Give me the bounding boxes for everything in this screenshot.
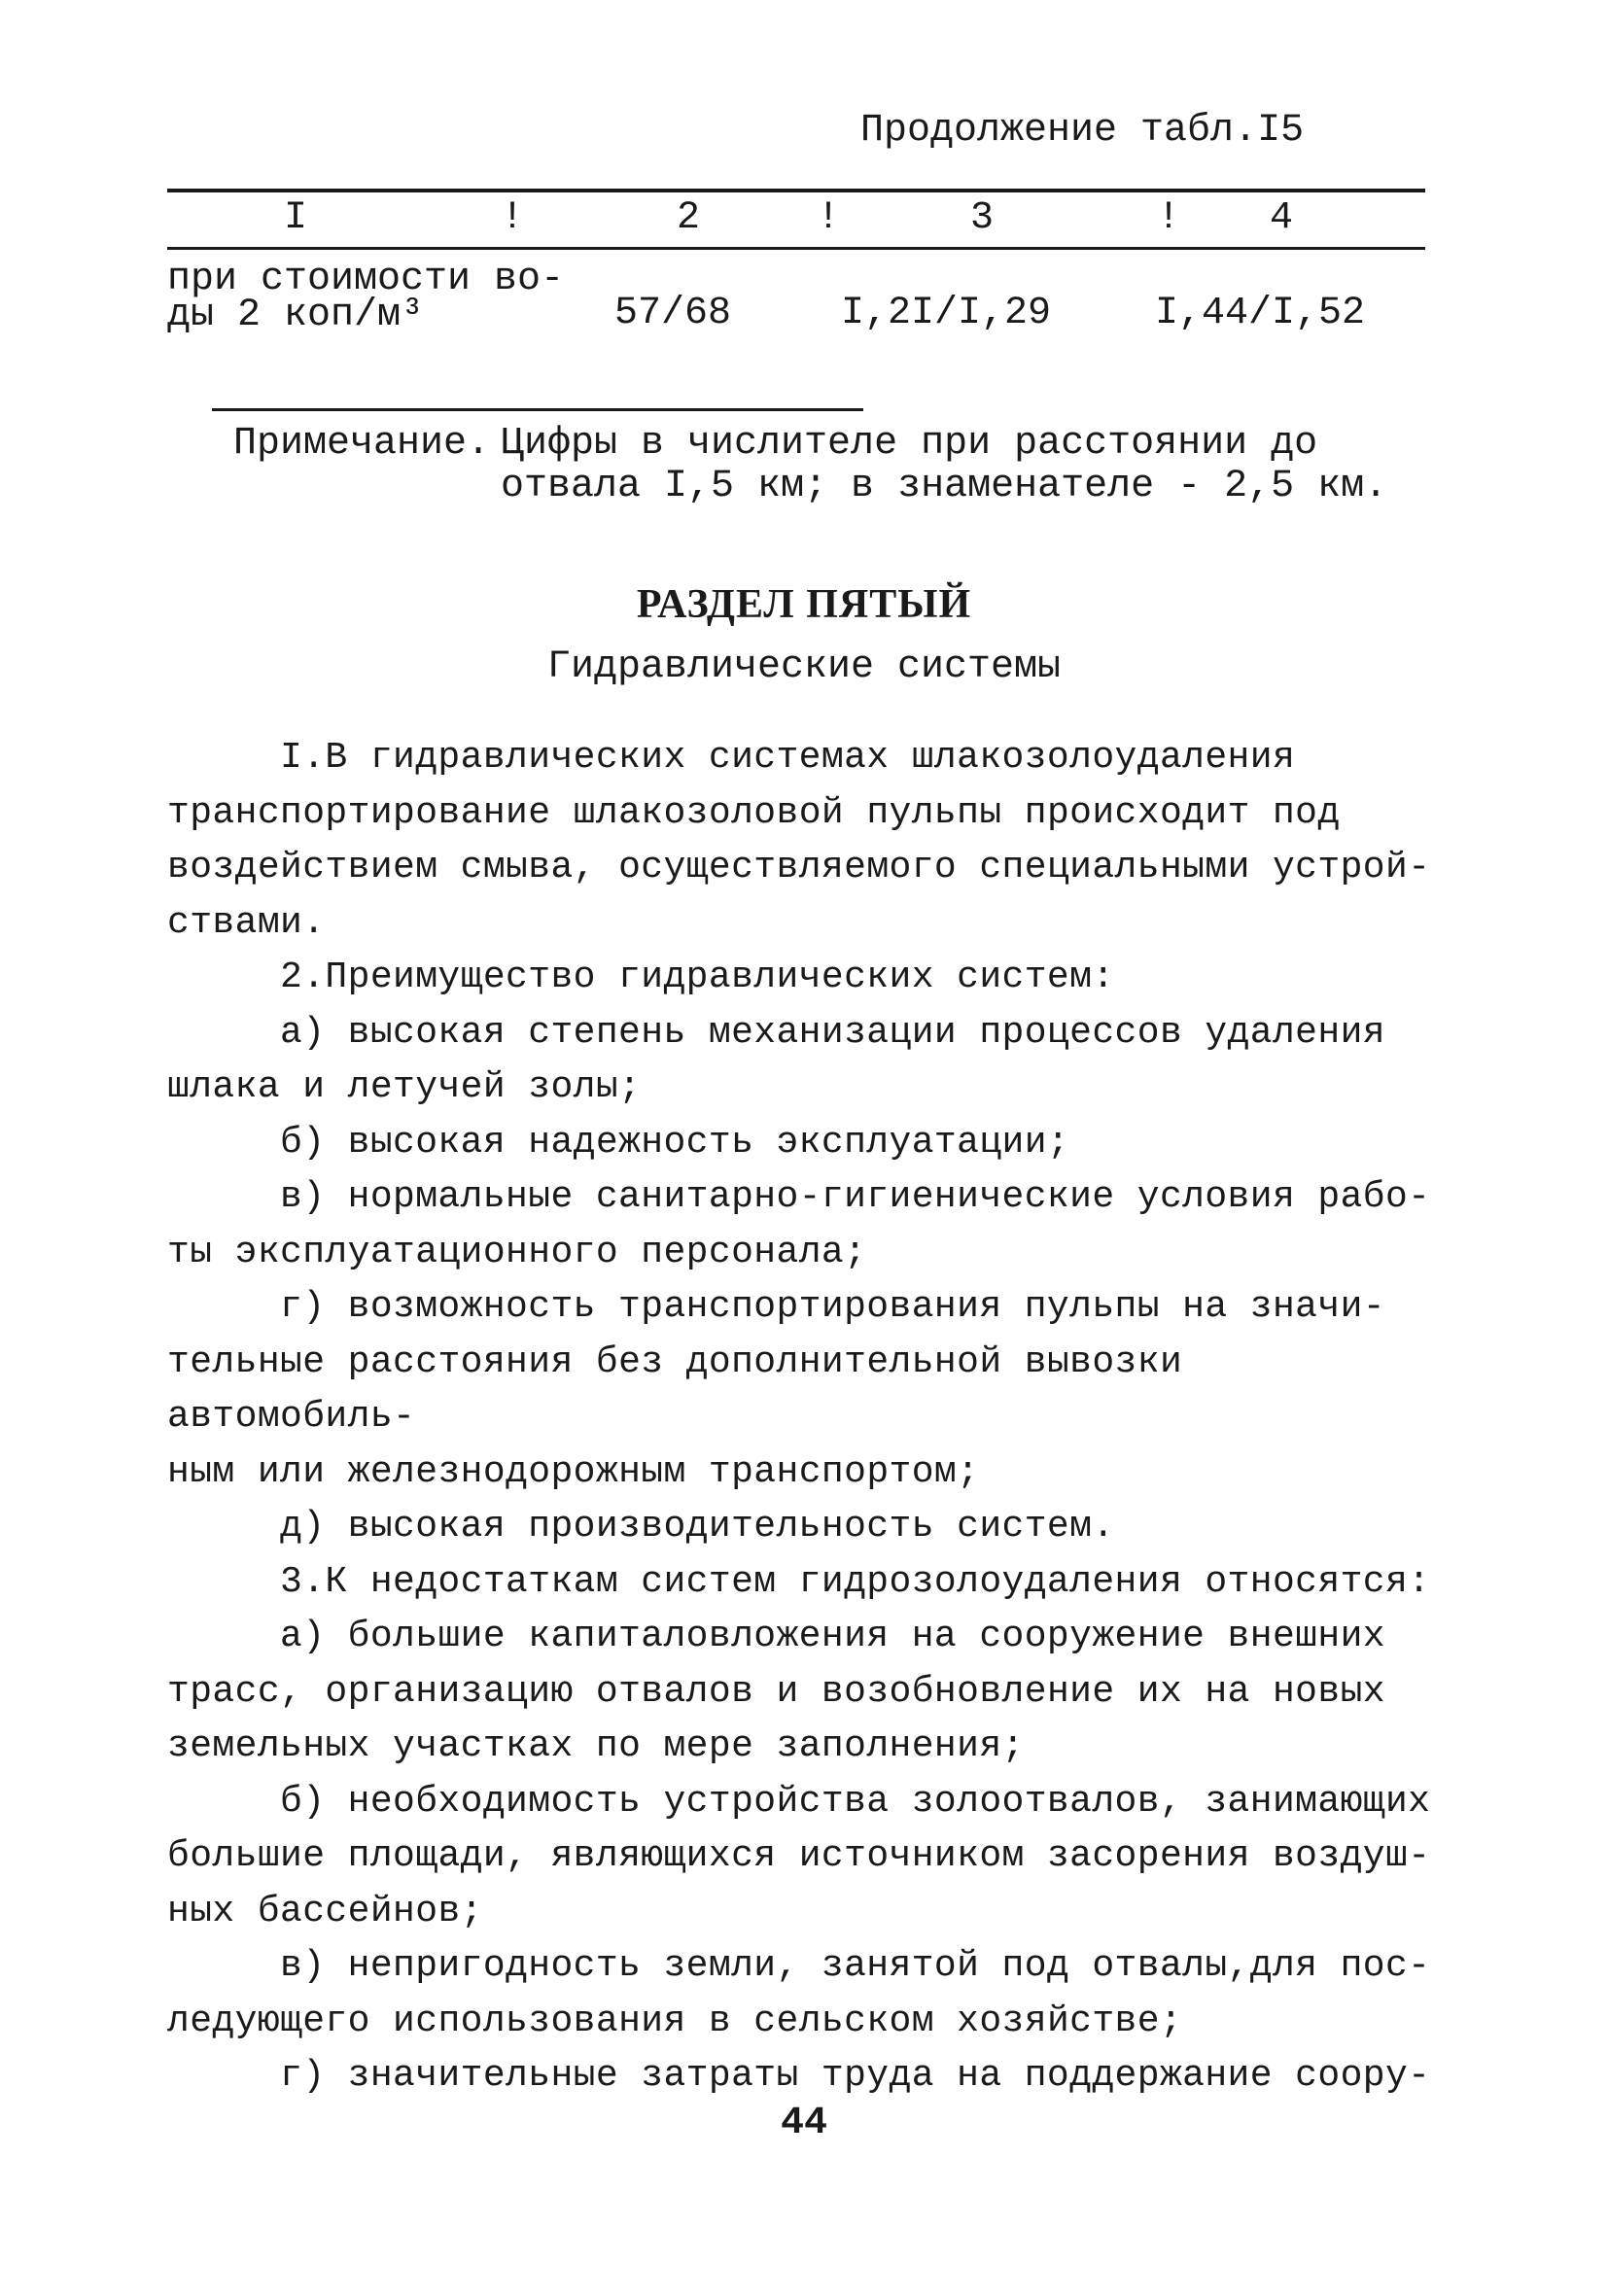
column-separator: ! [1157,196,1181,240]
cell-col-4: I,44/I,52 [1155,292,1366,335]
row-label-line-2: ды 2 коп/м³ [167,294,425,337]
cell-col-3: I,2I/I,29 [841,292,1052,335]
list-item-line: а) высокая степень механизации процессов удаления [280,1011,1385,1054]
list-item-line: в) нормальные санитарно-гигиенические условия рабо- [280,1176,1431,1218]
paragraph-line: транспортирование шлакозоловой пульпы происходит под [167,791,1341,834]
paragraph-line: 2.Преимущество гидравлических систем: [280,957,1115,998]
note-text-line-2: отвала I,5 км; в знаменателе - 2,5 км. [501,465,1388,508]
section-title: РАЗДЕЛ ПЯТЫЙ [636,582,972,627]
list-item-line: б) высокая надежность эксплуатации; [280,1121,1070,1164]
cell-col-2: 57/68 [614,292,732,335]
list-item-line: шлака и летучей золы; [167,1066,642,1108]
list-item-line: тельные расстояния без дополнительной вывозки автомобиль- [167,1340,1183,1438]
list-item-line: ледующего использования в сельском хозяйстве; [167,2000,1183,2042]
paragraph-line: I.В гидравлических системах шлакозолоудаления [280,737,1296,779]
column-header-4: 4 [1270,196,1294,240]
body-text [167,731,1431,2105]
list-item-line: г) значительные затраты труда на поддержание соору- [280,2055,1431,2097]
column-header-1: I [284,196,308,240]
page-number: 44 [780,2102,827,2145]
table-header-rule [167,247,1425,250]
column-separator: ! [817,196,841,240]
list-item-line: ным или железнодорожным транспортом; [167,1450,980,1493]
paragraph-line: воздействием смыва, осуществляемого специальными устрой- [167,847,1431,888]
list-item-line: большие площади, являющихся источником засорения воздуш- [167,1835,1431,1877]
list-item-line: земельных участках по мере заполнения; [167,1725,1025,1767]
list-item-line: в) непригодность земли, занятой под отвалы,для пос- [280,1945,1431,1987]
column-separator: ! [501,196,525,240]
table-top-rule [167,189,1425,192]
list-item-line: а) большие капиталовложения на сооружение внешних [280,1616,1385,1657]
note-label: Примечание. [233,422,491,466]
column-header-2: 2 [677,196,701,240]
list-item-line: ных бассейнов; [167,1890,483,1932]
paragraph-line: 3.К недостаткам систем гидрозолоудаления относятся: [280,1560,1431,1603]
row-label-line-1: при стоимости во- [167,258,565,301]
table-continuation-caption: Продолжение табл.I5 [860,109,1305,153]
list-item-line: б) необходимость устройства золоотвалов, занимающих [280,1780,1431,1823]
column-header-3: 3 [970,196,995,240]
note-text-line-1: Цифры в числителе при расстоянии до [501,422,1318,466]
section-subtitle: Гидравлические системы [546,645,1062,689]
list-item-line: ты эксплуатационного персонала; [167,1231,867,1273]
list-item-line: г) возможность транспортирования пульпы на значи- [280,1286,1385,1328]
list-item-line: д) высокая производительность систем. [280,1506,1115,1548]
list-item-line: трасс, организацию отвалов и возобновление их на новых [167,1670,1385,1713]
note-rule [212,408,863,411]
paragraph-line: ствами. [167,901,326,944]
